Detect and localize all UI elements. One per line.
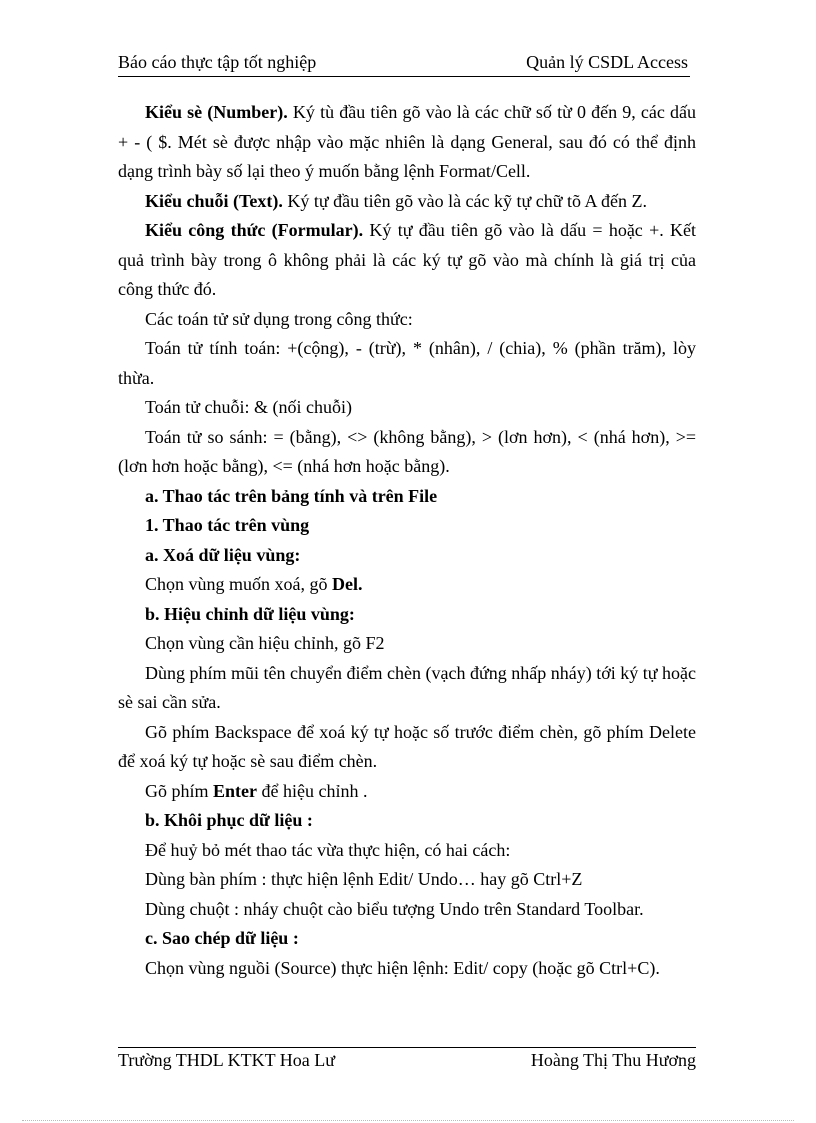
paragraph-text: để hiệu chỉnh . bbox=[257, 780, 368, 801]
paragraph-edit-instructions: Chọn vùng cần hiệu chỉnh, gõ F2 bbox=[145, 633, 385, 653]
paragraph-text: Chọn vùng muốn xoá, gõ bbox=[145, 574, 332, 594]
heading-copy-data: c. Sao chép dữ liệu : bbox=[145, 928, 299, 948]
page-header bbox=[118, 52, 690, 77]
paragraph-formula-type bbox=[118, 216, 696, 305]
footer-author: Hoàng Thị Thu Hương bbox=[530, 1050, 696, 1070]
term-number: Kiểu sè (Number). bbox=[145, 102, 288, 122]
page-bottom-divider bbox=[22, 1120, 794, 1121]
heading-delete-range-data: a. Xoá dữ liệu vùng: bbox=[145, 544, 301, 565]
paragraph-string-operators: Toán tử chuỗi: & (nối chuỗi) bbox=[145, 397, 352, 417]
term-text: Kiểu chuỗi (Text). bbox=[145, 190, 283, 211]
paragraph-backspace-delete: Gõ phím Backspace để xoá ký tự hoặc số trước điểm chèn, gõ phím Delete để xoá ký tự hoặc sè sau điểm chèn. bbox=[118, 721, 696, 771]
key-del: Del. bbox=[332, 574, 363, 594]
term-formula: Kiểu công thức (Formular). bbox=[145, 220, 364, 240]
key-enter: Enter bbox=[213, 780, 258, 801]
page-footer bbox=[118, 1047, 696, 1076]
paragraph-number-type bbox=[118, 98, 696, 187]
paragraph-enter-key bbox=[118, 777, 696, 807]
paragraph-undo-keyboard: Dùng bàn phím : thực hiện lệnh Edit/ Undo… hay gõ Ctrl+Z bbox=[145, 869, 583, 889]
document-body bbox=[118, 98, 696, 983]
paragraph-delete-instructions bbox=[118, 570, 696, 600]
heading-restore-data: b. Khôi phục dữ liệu : bbox=[145, 810, 313, 830]
footer-school: Trường THDL KTKT Hoa Lư bbox=[118, 1050, 336, 1070]
paragraph-text-type bbox=[118, 187, 696, 217]
paragraph-text: Ký tự đầu tiên gõ vào là dấu = hoặc +. Kết quả trình bày trong ô không phải là các ký tự gõ vào mà chính là giá trị của công thức đó. bbox=[118, 220, 697, 299]
paragraph-text: Gõ phím bbox=[145, 780, 214, 801]
paragraph-undo-mouse: Dùng chuột : nháy chuột cào biểu tượng Undo trên Standard Toolbar. bbox=[145, 898, 644, 919]
paragraph-text: Ký tự đầu tiên gõ vào là các kỹ tự chữ tõ A đến Z. bbox=[282, 190, 648, 211]
heading-spreadsheet-file-operations: a. Thao tác trên bảng tính và trên File bbox=[145, 485, 438, 506]
paragraph-copy-instructions: Chọn vùng nguồi (Source) thực hiện lệnh: Edit/ copy (hoặc gõ Ctrl+C). bbox=[145, 957, 660, 978]
paragraph-comparison-operators: Toán tử so sánh: = (bằng), <> (không bằng), > (lơn hơn), < (nhá hơn), >= (lơn hơn hoặc bằng), <= (nhá hơn hoặc bằng). bbox=[118, 426, 696, 476]
paragraph-text: Ký tù đầu tiên gõ vào là các chữ số từ 0 đến 9, các dấu + - ( $. Mét sè được nhập vào mặc nhiên là dạng General, sau đó có thể định dạng trình bày số lại theo ý muốn bằng lệnh Format/Cell. bbox=[118, 102, 696, 181]
paragraph-undo-intro: Để huỷ bỏ mét thao tác vừa thực hiện, có hai cách: bbox=[145, 839, 511, 860]
paragraph-arrow-keys: Dùng phím mũi tên chuyển điểm chèn (vạch đứng nhấp nháy) tới ký tự hoặc sè sai cần sửa. bbox=[118, 662, 696, 712]
paragraph-operators-intro: Các toán tử sử dụng trong công thức: bbox=[145, 308, 413, 329]
heading-edit-range-data: b. Hiệu chỉnh dữ liệu vùng: bbox=[145, 603, 355, 624]
heading-range-operations: 1. Thao tác trên vùng bbox=[145, 515, 310, 535]
header-report-title: Báo cáo thực tập tốt nghiệp bbox=[118, 52, 317, 72]
paragraph-arithmetic-operators: Toán tử tính toán: +(cộng), - (trừ), * (nhân), / (chia), % (phần trăm), lòy thừa. bbox=[118, 338, 696, 388]
header-subject: Quản lý CSDL Access bbox=[526, 52, 688, 72]
